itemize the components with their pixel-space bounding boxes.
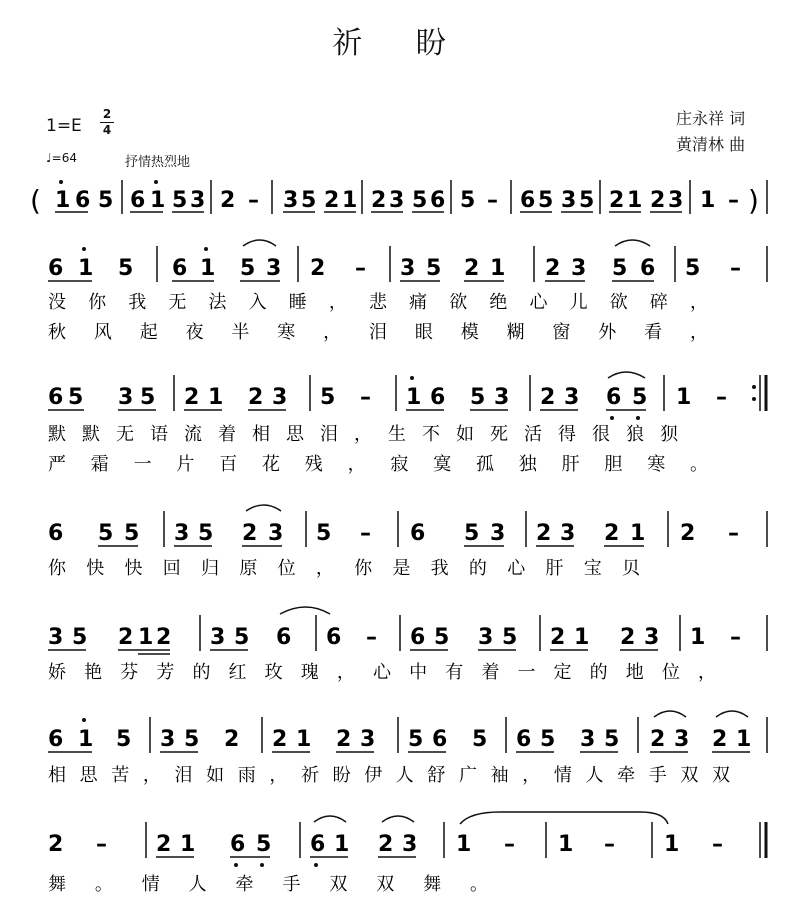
svg-text:5: 5 <box>470 385 486 410</box>
svg-text:–: – <box>96 832 107 857</box>
svg-text:2: 2 <box>609 188 625 213</box>
score-line-7 <box>48 812 766 895</box>
svg-text:5: 5 <box>184 727 200 752</box>
svg-text:6: 6 <box>326 625 342 650</box>
svg-text:1: 1 <box>736 727 752 752</box>
svg-text:3: 3 <box>118 385 134 410</box>
svg-text:5: 5 <box>316 521 332 546</box>
svg-text:2: 2 <box>248 385 264 410</box>
svg-text:3: 3 <box>564 385 580 410</box>
svg-text:5: 5 <box>124 521 140 546</box>
svg-text:5: 5 <box>632 385 648 410</box>
svg-text:1: 1 <box>180 832 196 857</box>
svg-text:6: 6 <box>75 188 91 213</box>
score-line-6 <box>48 711 767 786</box>
svg-text:6: 6 <box>640 256 656 281</box>
svg-text:5: 5 <box>118 256 134 281</box>
svg-text:3: 3 <box>190 188 206 213</box>
svg-text:6: 6 <box>606 385 622 410</box>
svg-text:–: – <box>716 385 727 410</box>
svg-text:1: 1 <box>574 625 590 650</box>
svg-text:–: – <box>355 256 366 281</box>
svg-text:2: 2 <box>184 385 200 410</box>
score-line-1 <box>30 180 767 217</box>
svg-text:5: 5 <box>579 188 595 213</box>
expression-marking: 抒情热烈地 <box>125 155 191 170</box>
svg-text:3: 3 <box>478 625 494 650</box>
svg-text:5: 5 <box>256 832 272 857</box>
svg-text:2: 2 <box>324 188 340 213</box>
svg-text:5: 5 <box>234 625 250 650</box>
svg-text:6: 6 <box>276 625 292 650</box>
svg-text:6: 6 <box>48 385 64 410</box>
svg-text:1: 1 <box>690 625 706 650</box>
svg-text:5: 5 <box>426 256 442 281</box>
svg-text:5: 5 <box>98 521 114 546</box>
svg-text:3: 3 <box>160 727 176 752</box>
svg-text:5: 5 <box>538 188 554 213</box>
svg-text:–: – <box>504 832 515 857</box>
svg-text:5: 5 <box>460 188 476 213</box>
svg-text:3: 3 <box>400 256 416 281</box>
svg-text:2: 2 <box>220 188 236 213</box>
intro-open-paren: ( <box>30 184 41 217</box>
svg-text:1: 1 <box>138 625 154 650</box>
svg-text:6: 6 <box>48 256 64 281</box>
lyrics-line-6: 相思苦，泪如雨，祈盼伊人舒广袖，情人牵手双双 <box>48 765 730 786</box>
svg-text:2: 2 <box>242 521 258 546</box>
svg-text:5: 5 <box>604 727 620 752</box>
svg-text:3: 3 <box>266 256 282 281</box>
svg-text:5: 5 <box>72 625 88 650</box>
svg-text:2: 2 <box>310 256 326 281</box>
svg-text:5: 5 <box>408 727 424 752</box>
svg-text:3: 3 <box>560 521 576 546</box>
lyrics-line-4: 你快快回归原位，你是我的心肝宝贝 <box>48 558 640 579</box>
svg-text:6: 6 <box>172 256 188 281</box>
svg-text:3: 3 <box>283 188 299 213</box>
svg-text:–: – <box>730 625 741 650</box>
svg-text:2: 2 <box>371 188 387 213</box>
svg-text:6: 6 <box>410 625 426 650</box>
svg-text:1: 1 <box>664 832 680 857</box>
svg-text:5: 5 <box>412 188 428 213</box>
svg-text:1: 1 <box>150 188 166 213</box>
svg-text:5: 5 <box>464 521 480 546</box>
svg-text:6: 6 <box>48 521 64 546</box>
svg-text:1: 1 <box>78 727 94 752</box>
svg-text:3: 3 <box>668 188 684 213</box>
svg-text:2: 2 <box>272 727 288 752</box>
svg-text:1: 1 <box>296 727 312 752</box>
svg-text:1: 1 <box>334 832 350 857</box>
svg-text:5: 5 <box>198 521 214 546</box>
key-signature: 1=E <box>46 116 82 136</box>
svg-text:2: 2 <box>336 727 352 752</box>
svg-text:1: 1 <box>200 256 216 281</box>
lyrics-line-7: 舞。情人牵手双双舞。 <box>48 874 488 895</box>
svg-text:–: – <box>360 521 371 546</box>
svg-text:3: 3 <box>402 832 418 857</box>
svg-text:–: – <box>728 188 739 213</box>
svg-text:5: 5 <box>612 256 628 281</box>
svg-text:3: 3 <box>571 256 587 281</box>
svg-text:2: 2 <box>712 727 728 752</box>
svg-text:1: 1 <box>406 385 422 410</box>
svg-text:2: 2 <box>48 832 64 857</box>
svg-text:6: 6 <box>310 832 326 857</box>
svg-text:2: 2 <box>650 727 666 752</box>
svg-text:3: 3 <box>48 625 64 650</box>
svg-text:5: 5 <box>140 385 156 410</box>
lyrics-line-3-verse-1: 默默无语流着相思泪，生不如死活得很狼狈 <box>48 424 678 445</box>
svg-text:6: 6 <box>516 727 532 752</box>
svg-text:5: 5 <box>68 385 84 410</box>
svg-text:1: 1 <box>558 832 574 857</box>
svg-text:6: 6 <box>430 188 446 213</box>
svg-text:3: 3 <box>272 385 288 410</box>
intro-close-paren: ) <box>748 184 759 217</box>
svg-text:5: 5 <box>240 256 256 281</box>
svg-text:5: 5 <box>116 727 132 752</box>
svg-text:2: 2 <box>620 625 636 650</box>
svg-text:2: 2 <box>545 256 561 281</box>
svg-text:6: 6 <box>430 385 446 410</box>
svg-text:3: 3 <box>174 521 190 546</box>
svg-text:6: 6 <box>230 832 246 857</box>
svg-text:2: 2 <box>604 521 620 546</box>
svg-text:1: 1 <box>627 188 643 213</box>
lyrics-line-5: 娇艳芬芳的红玫瑰，心中有着一定的地位， <box>48 662 716 683</box>
svg-text:1: 1 <box>490 256 506 281</box>
time-sig-top: 2 <box>102 107 112 121</box>
svg-text:1: 1 <box>700 188 716 213</box>
composer-credit: 黄清林 曲 <box>676 135 746 154</box>
svg-text:2: 2 <box>680 521 696 546</box>
svg-text:6: 6 <box>130 188 146 213</box>
svg-text:2: 2 <box>156 625 172 650</box>
svg-text:–: – <box>604 832 615 857</box>
tempo-marking: ♩=64 <box>46 151 77 165</box>
svg-text:–: – <box>360 385 371 410</box>
svg-text:2: 2 <box>550 625 566 650</box>
svg-text:2: 2 <box>156 832 172 857</box>
lyrics-line-3-verse-2: 严霜一片百花残，寂寞孤独肝胆寒。 <box>48 454 708 475</box>
svg-text:–: – <box>487 188 498 213</box>
svg-text:–: – <box>366 625 377 650</box>
svg-text:2: 2 <box>650 188 666 213</box>
svg-text:5: 5 <box>172 188 188 213</box>
svg-text:–: – <box>712 832 723 857</box>
svg-text:1: 1 <box>630 521 646 546</box>
svg-text:3: 3 <box>561 188 577 213</box>
svg-text:3: 3 <box>268 521 284 546</box>
svg-text:5: 5 <box>98 188 114 213</box>
svg-text:2: 2 <box>378 832 394 857</box>
svg-text:5: 5 <box>502 625 518 650</box>
svg-text:1: 1 <box>342 188 358 213</box>
svg-text:3: 3 <box>490 521 506 546</box>
svg-text:5: 5 <box>540 727 556 752</box>
svg-text:6: 6 <box>48 727 64 752</box>
svg-text:2: 2 <box>118 625 134 650</box>
svg-text:5: 5 <box>685 256 701 281</box>
time-sig-bottom: 4 <box>102 123 112 137</box>
svg-text:5: 5 <box>434 625 450 650</box>
svg-text:2: 2 <box>536 521 552 546</box>
svg-text:3: 3 <box>644 625 660 650</box>
lyricist-credit: 庄永祥 词 <box>676 109 746 128</box>
svg-text:3: 3 <box>580 727 596 752</box>
svg-text:6: 6 <box>520 188 536 213</box>
svg-text:3: 3 <box>389 188 405 213</box>
svg-text:5: 5 <box>301 188 317 213</box>
svg-text:6: 6 <box>432 727 448 752</box>
svg-text:5: 5 <box>320 385 336 410</box>
svg-text:2: 2 <box>224 727 240 752</box>
svg-text:1: 1 <box>676 385 692 410</box>
score-line-4 <box>48 505 767 579</box>
lyrics-line-2-verse-2: 秋风起夜半寒，泪眼模糊窗外看， <box>48 322 708 343</box>
score-line-3 <box>48 372 766 475</box>
svg-text:–: – <box>730 256 741 281</box>
lyrics-line-2-verse-1: 没你我无法入睡，悲痛欲绝心儿欲碎， <box>48 292 708 313</box>
svg-text:1: 1 <box>456 832 472 857</box>
svg-text:–: – <box>248 188 259 213</box>
svg-text:2: 2 <box>464 256 480 281</box>
svg-text:1: 1 <box>78 256 94 281</box>
svg-text:3: 3 <box>210 625 226 650</box>
svg-text:–: – <box>728 521 739 546</box>
svg-text:3: 3 <box>360 727 376 752</box>
page-title: 祈 盼 <box>332 26 468 61</box>
svg-text:2: 2 <box>540 385 556 410</box>
svg-text:5: 5 <box>472 727 488 752</box>
svg-text:3: 3 <box>494 385 510 410</box>
svg-text:1: 1 <box>55 188 71 213</box>
score-line-5 <box>48 607 767 683</box>
svg-text:3: 3 <box>674 727 690 752</box>
score-line-2 <box>48 240 767 343</box>
svg-text:1: 1 <box>208 385 224 410</box>
svg-text:6: 6 <box>410 521 426 546</box>
